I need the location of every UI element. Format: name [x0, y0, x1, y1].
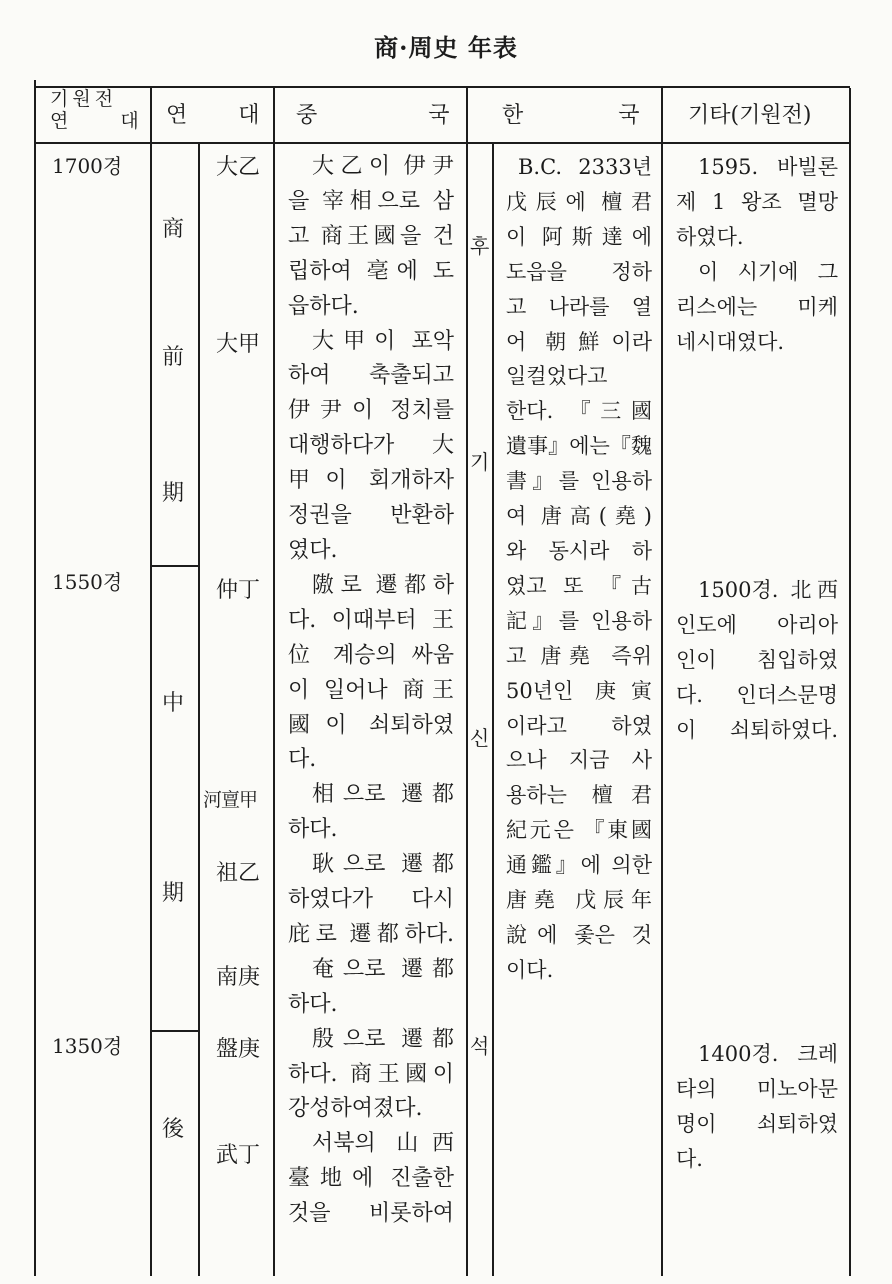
china-line: 것을 비롯하여: [288, 1201, 454, 1227]
korea-line: 說에 좇은 것: [506, 922, 652, 947]
china-line: 大甲이 포악: [312, 328, 454, 354]
header-era-top: 기원전: [50, 88, 118, 110]
other-line: 인이 침입하였: [676, 647, 838, 672]
korea-line: 으나 지금 사: [506, 748, 652, 773]
china-line: 하다.: [288, 991, 338, 1017]
china-line: 읍하다.: [288, 293, 359, 319]
korea-line: 이 阿斯達에: [506, 224, 652, 249]
other-line: 명이 쇠퇴하였: [676, 1111, 838, 1136]
china-line: 고 商王國을 건: [288, 223, 454, 249]
period-divider-2: [152, 1030, 198, 1032]
page-title: 商·周史 年表: [374, 33, 518, 62]
korea-line: 이라고 하였: [506, 713, 652, 738]
other-line: 네시대였다.: [676, 329, 785, 354]
korea-line: 이다.: [506, 957, 554, 982]
korea-line: 記』를 인용하: [506, 608, 652, 633]
china-line: 伊尹이 정치를: [288, 398, 454, 424]
col-rule-ruler: [273, 88, 275, 1276]
korea-side-char: 신: [470, 726, 490, 750]
header-korea: 한 국: [502, 103, 640, 128]
period-char: 前: [162, 345, 185, 370]
china-line: 을 宰相으로 삼: [288, 188, 454, 214]
korea-line: 遺事』에는『魏: [506, 434, 652, 459]
ruler-name: 武丁: [216, 1143, 261, 1168]
korea-side-char: 후: [470, 234, 490, 258]
korea-line: 용하는 檀君: [506, 783, 652, 808]
header-period: 연 대: [166, 103, 260, 128]
col-rule-year: [150, 88, 152, 1276]
other-line: 1595. 바빌론: [698, 155, 838, 179]
other-line: 이 시기에 그: [698, 259, 838, 284]
korea-line: 戊辰에 檀君: [506, 189, 652, 214]
china-line: 였다.: [288, 537, 338, 563]
korea-line: B.C. 2333년: [518, 155, 652, 179]
china-line: 隞로 遷都하: [312, 572, 454, 598]
ruler-name: 仲丁: [216, 578, 261, 603]
china-entry: [288, 150, 454, 1232]
korea-line: 通鑑』에 의한: [506, 853, 652, 878]
col-rule-china: [466, 88, 468, 1276]
header-era-bottom: 연 대: [50, 110, 139, 132]
year-marker: 1700경: [52, 154, 123, 178]
other-entry: [676, 150, 838, 359]
other-line: 리스에는 미케: [676, 294, 838, 319]
ruler-name: 祖乙: [216, 861, 261, 886]
china-line: 대행하다가 大: [288, 433, 454, 459]
table-left-rule: [34, 80, 36, 1276]
china-line: 大乙이 伊尹: [312, 154, 454, 179]
china-line: 정권을 반환하: [288, 503, 454, 529]
korea-line: 書』를 인용하: [506, 469, 652, 494]
china-line: 강성하여졌다.: [288, 1096, 423, 1122]
korea-line: 와 동시라 하: [506, 538, 652, 563]
table-right-rule: [849, 88, 851, 1276]
other-line: 다.: [676, 1146, 703, 1171]
other-line: 이 쇠퇴하였다.: [676, 717, 838, 742]
china-line: 하다. 商王國이: [288, 1061, 454, 1087]
year-marker: 1350경: [52, 1034, 123, 1058]
period-char: 後: [162, 1117, 185, 1142]
korea-line: 한다. 『三國: [506, 399, 652, 424]
china-line: 相으로 遷都: [312, 782, 454, 808]
china-line: 殷으로 遷都: [312, 1026, 454, 1052]
other-line: 인도에 아리아: [676, 612, 838, 637]
china-line: 이 일어나 商王: [288, 677, 454, 703]
china-line: 奄으로 遷都: [312, 956, 454, 982]
other-line: 하였다.: [676, 224, 744, 249]
period-char: 期: [162, 881, 185, 906]
other-entry: [676, 573, 838, 748]
korea-line: 紀元은 『東國: [506, 818, 652, 843]
korea-line: 였고 또 『古: [506, 573, 652, 598]
col-rule-period: [198, 144, 200, 1276]
korea-entry: [506, 150, 652, 988]
header-china: 중 국: [296, 103, 450, 128]
korea-line: 고 나라를 열: [506, 294, 652, 319]
other-line: 제 1 왕조 멸망: [676, 189, 838, 214]
korea-line: 도읍을 정하: [506, 259, 652, 284]
china-line: 하였다가 다시: [288, 887, 454, 913]
other-entry: [676, 1037, 838, 1177]
china-line: 하여 축출되고: [288, 363, 454, 389]
china-line: 耿으로 遷都: [312, 852, 454, 878]
ruler-name: 大乙: [216, 155, 261, 180]
china-line: 립하여 亳에 도: [288, 258, 454, 284]
col-rule-korea: [661, 88, 663, 1276]
period-char: 期: [162, 481, 185, 506]
china-line: 臺地에 진출한: [288, 1166, 454, 1192]
year-marker: 1550경: [52, 570, 123, 594]
korea-side-char: 기: [470, 450, 490, 474]
china-line: 서북의 山西: [312, 1131, 454, 1157]
china-line: 庇로 遷都하다.: [288, 921, 454, 947]
period-char: 中: [162, 691, 185, 716]
header-other: 기타(기원전): [688, 103, 812, 128]
other-line: 타의 미노아문: [676, 1076, 838, 1101]
korea-line: 어 朝鮮이라: [506, 329, 652, 354]
korea-line: 일컬었다고: [506, 364, 608, 389]
china-line: 다. 이때부터 王: [288, 607, 454, 633]
korea-line: 50년인 庚寅: [506, 678, 652, 703]
korea-side-char: 석: [470, 1034, 490, 1058]
ruler-name: 盤庚: [216, 1037, 261, 1062]
period-char: 商: [162, 217, 185, 242]
table-top-rule: [34, 86, 850, 88]
header-bottom-rule: [34, 142, 850, 144]
china-line: 하다.: [288, 817, 338, 843]
china-line: 다.: [288, 747, 317, 773]
korea-line: 唐堯 戊辰年: [506, 888, 652, 913]
korea-line: 여 唐高(堯): [506, 504, 652, 529]
period-divider-1: [152, 565, 198, 567]
ruler-name: 大甲: [216, 332, 261, 357]
other-line: 1400경. 크레: [698, 1042, 838, 1066]
other-line: 1500경. 北西: [698, 578, 838, 602]
china-line: 位 계승의 싸움: [288, 642, 454, 668]
other-line: 다. 인더스문명: [676, 682, 838, 707]
ruler-name: 南庚: [216, 965, 261, 990]
ruler-name: 河亶甲: [203, 789, 258, 811]
china-line: 國이 쇠퇴하였: [288, 712, 454, 738]
china-line: 甲이 회개하자: [288, 468, 454, 494]
korea-line: 고 唐堯 즉위: [506, 643, 652, 668]
col-rule-korea-side: [492, 144, 494, 1276]
